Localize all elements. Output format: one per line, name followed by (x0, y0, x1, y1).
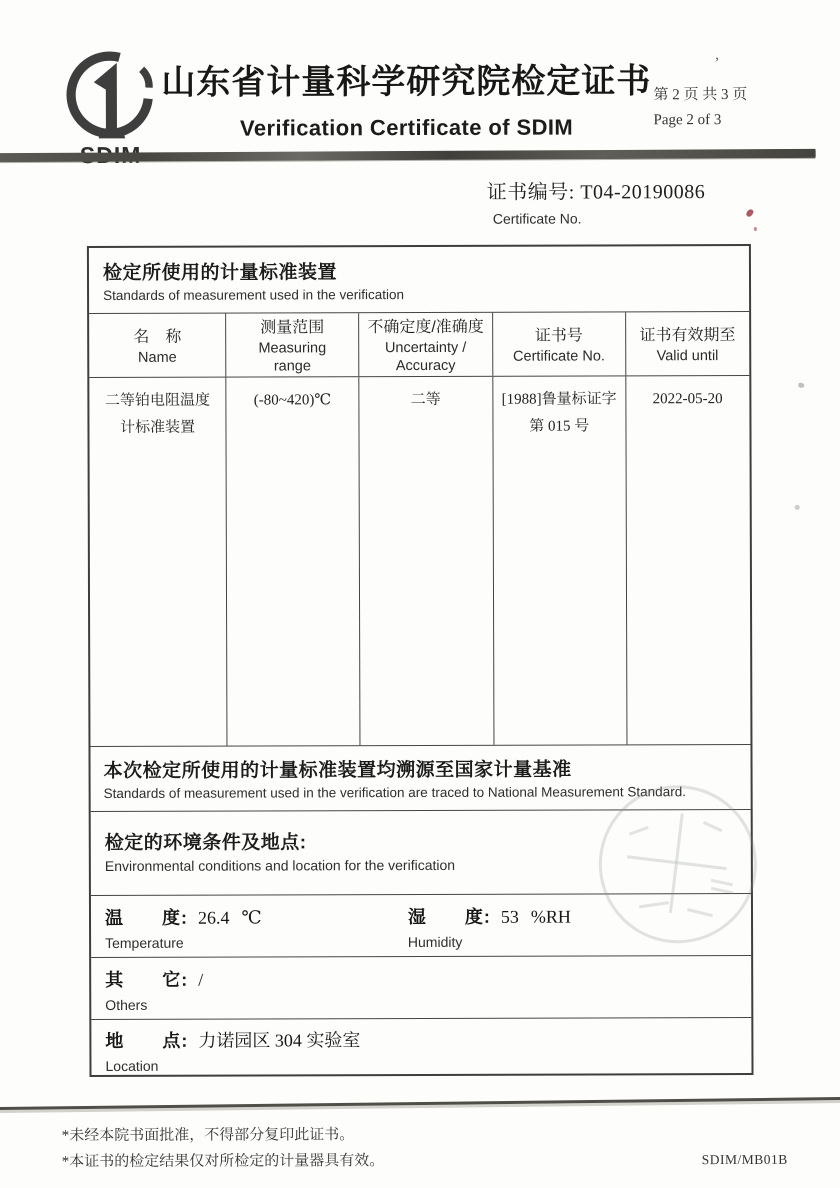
certificate-number-label-zh: 证书编号: (486, 181, 581, 204)
certificate-number-value: T04-20190086 (580, 181, 706, 204)
footer-divider-rule (0, 1097, 840, 1110)
cell-standard-name: 二等铂电阻温度 计标准装置 (89, 378, 227, 746)
temperature-label-zh: 温 度: (104, 907, 189, 928)
traceability-en: Standards of measurement used in the verification are traced to National Measurement Standard. (103, 784, 686, 801)
location-row (91, 1018, 751, 1075)
location-label-zh: 地 点: (105, 1030, 189, 1051)
footnotes (62, 1122, 385, 1176)
page-number (653, 83, 793, 133)
sdim-logo (58, 51, 162, 169)
others-label-en: Others (105, 996, 148, 1013)
column-header-measuring-range (226, 313, 359, 376)
footnote-2: *本证书的检定结果仅对所检定的计量器具有效。 (61, 1153, 385, 1171)
humidity-field (408, 902, 751, 956)
column-header-valid-until (626, 312, 750, 375)
header-zh: 证书有效期至 (639, 326, 736, 345)
humidity-unit: %RH (530, 906, 571, 927)
certificate-number-block (487, 175, 706, 227)
traceability-row (90, 745, 750, 812)
column-header-name (89, 314, 226, 377)
certificate-number-label-en: Certificate No. (492, 210, 582, 227)
others-label-zh: 其 它: (105, 969, 189, 990)
location-label-en: Location (105, 1057, 159, 1074)
environment-section-title (91, 810, 751, 896)
title-block (156, 53, 656, 142)
column-header-certificate-no (493, 312, 626, 375)
page-number-en: Page 2 of 3 (653, 111, 722, 129)
others-row (91, 956, 751, 1020)
temperature-value: 26.4 (197, 907, 230, 928)
temperature-field (91, 903, 408, 957)
scan-speck (795, 505, 800, 510)
header-zh: 证书号 (534, 327, 583, 345)
cell-certificate-no: [1988]鲁量标证字 第 015 号 (493, 376, 627, 744)
page-title-en: Verification Certificate of SDIM (239, 114, 574, 141)
environment-title-zh: 检定的环境条件及地点: (104, 832, 307, 854)
temperature-unit: ℃ (241, 907, 262, 928)
footnote-1: *未经本院书面批准，不得部分复印此证书。 (61, 1127, 355, 1145)
humidity-label-zh: 湿 度: (407, 906, 491, 928)
others-value: / (198, 969, 204, 990)
header-zh: 不确定度/准确度 (367, 318, 484, 337)
page-title-zh: 山东省计量科学研究院检定证书 (161, 63, 652, 102)
certificate-number (487, 175, 706, 205)
temperature-label-en: Temperature (105, 934, 184, 951)
standards-title-zh: 检定所使用的计量标准装置 (102, 262, 338, 284)
header-en: Valid until (656, 347, 719, 365)
standards-section-title (89, 246, 749, 314)
scan-speck (798, 383, 804, 388)
temperature-humidity-row (91, 894, 751, 958)
header-zh: 名 称 (133, 328, 182, 346)
red-ink-speck (754, 227, 757, 231)
verification-table (87, 244, 754, 1077)
cell-measuring-range: (-80~420)℃ (227, 377, 361, 745)
header-en: Name (138, 349, 177, 366)
location-value: 力诺园区 304 实验室 (198, 1030, 361, 1051)
header-en: Certificate No. (513, 348, 605, 365)
header-zh: 测量范围 (260, 319, 325, 337)
cell-valid-until: 2022-05-20 (652, 391, 723, 408)
standards-title-en: Standards of measurement used in the verification (103, 287, 405, 303)
table-row (89, 376, 750, 747)
form-code: SDIM/MB01B (701, 1151, 788, 1168)
red-ink-speck (745, 208, 754, 218)
environment-title-en: Environmental conditions and location for the verification (104, 856, 456, 874)
page-number-zh: 第 2 页 共 3 页 (653, 86, 748, 104)
sdim-logo-icon (60, 51, 160, 143)
column-header-uncertainty (359, 313, 493, 376)
traceability-zh: 本次检定所使用的计量标准装置均溯源至国家计量基准 (103, 759, 572, 782)
cell-uncertainty: 二等 (359, 377, 494, 745)
humidity-value: 53 (500, 906, 519, 927)
humidity-label-en: Humidity (407, 933, 463, 951)
header-en: Measuring range (258, 340, 327, 375)
scan-speck: ’ (714, 55, 720, 73)
header-en: Uncertainty / Accuracy (384, 339, 467, 375)
table-header-row (89, 312, 749, 378)
